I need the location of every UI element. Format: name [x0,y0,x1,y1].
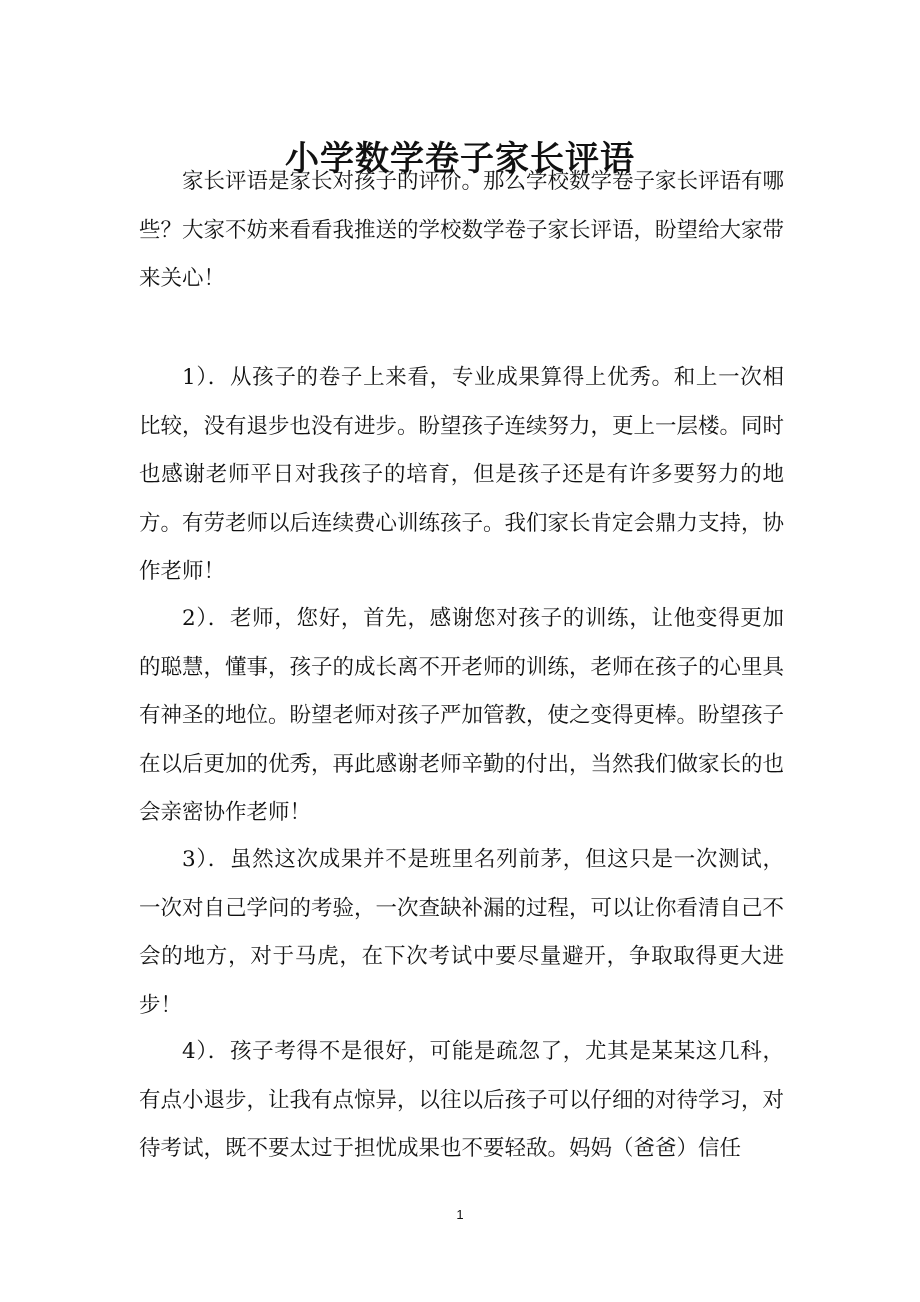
comment-item-2: 2）．老师，您好，首先，感谢您对孩子的训练，让他变得更加的聪慧，懂事，孩子的成长离不开老师的训练，老师在孩子的心里具有神圣的地位。盼望老师对孩子严加管教，使之变得更棒。盼望孩子在以后更加的优秀，再此感谢老师辛勤的付出，当然我们做家长的也会亲密协作老师！ [139,606,785,825]
page-number: 1 [456,1207,464,1222]
comment-item-3: 3）．虽然这次成果并不是班里名列前茅，但这只是一次测试，一次对自己学问的考验，一次查缺补漏的过程，可以让你看清自己不会的地方，对于马虎，在下次考试中要尽量避开，争取取得更大进步！ [139,847,785,1018]
intro-paragraph: 家长评语是家长对孩子的评价。那么学校数学卷子家长评语有哪些？大家不妨来看看我推送的学校数学卷子家长评语，盼望给大家带来关心！ [139,169,785,291]
page-title: 小学数学卷子家长评语 [285,138,635,179]
comment-item-4: 4）．孩子考得不是很好，可能是疏忽了，尤其是某某这几科，有点小退步，让我有点惊异，以往以后孩子可以仔细的对待学习，对待考试，既不要太过于担忧成果也不要轻敌。妈妈（爸爸）信任 [139,1039,785,1161]
comment-item-1: 1）．从孩子的卷子上来看，专业成果算得上优秀。和上一次相比较，没有退步也没有进步。盼望孩子连续努力，更上一层楼。同时也感谢老师平日对我孩子的培育，但是孩子还是有许多要努力的地方。有劳老师以后连续费心训练孩子。我们家长肯定会鼎力支持，协作老师！ [139,365,785,584]
